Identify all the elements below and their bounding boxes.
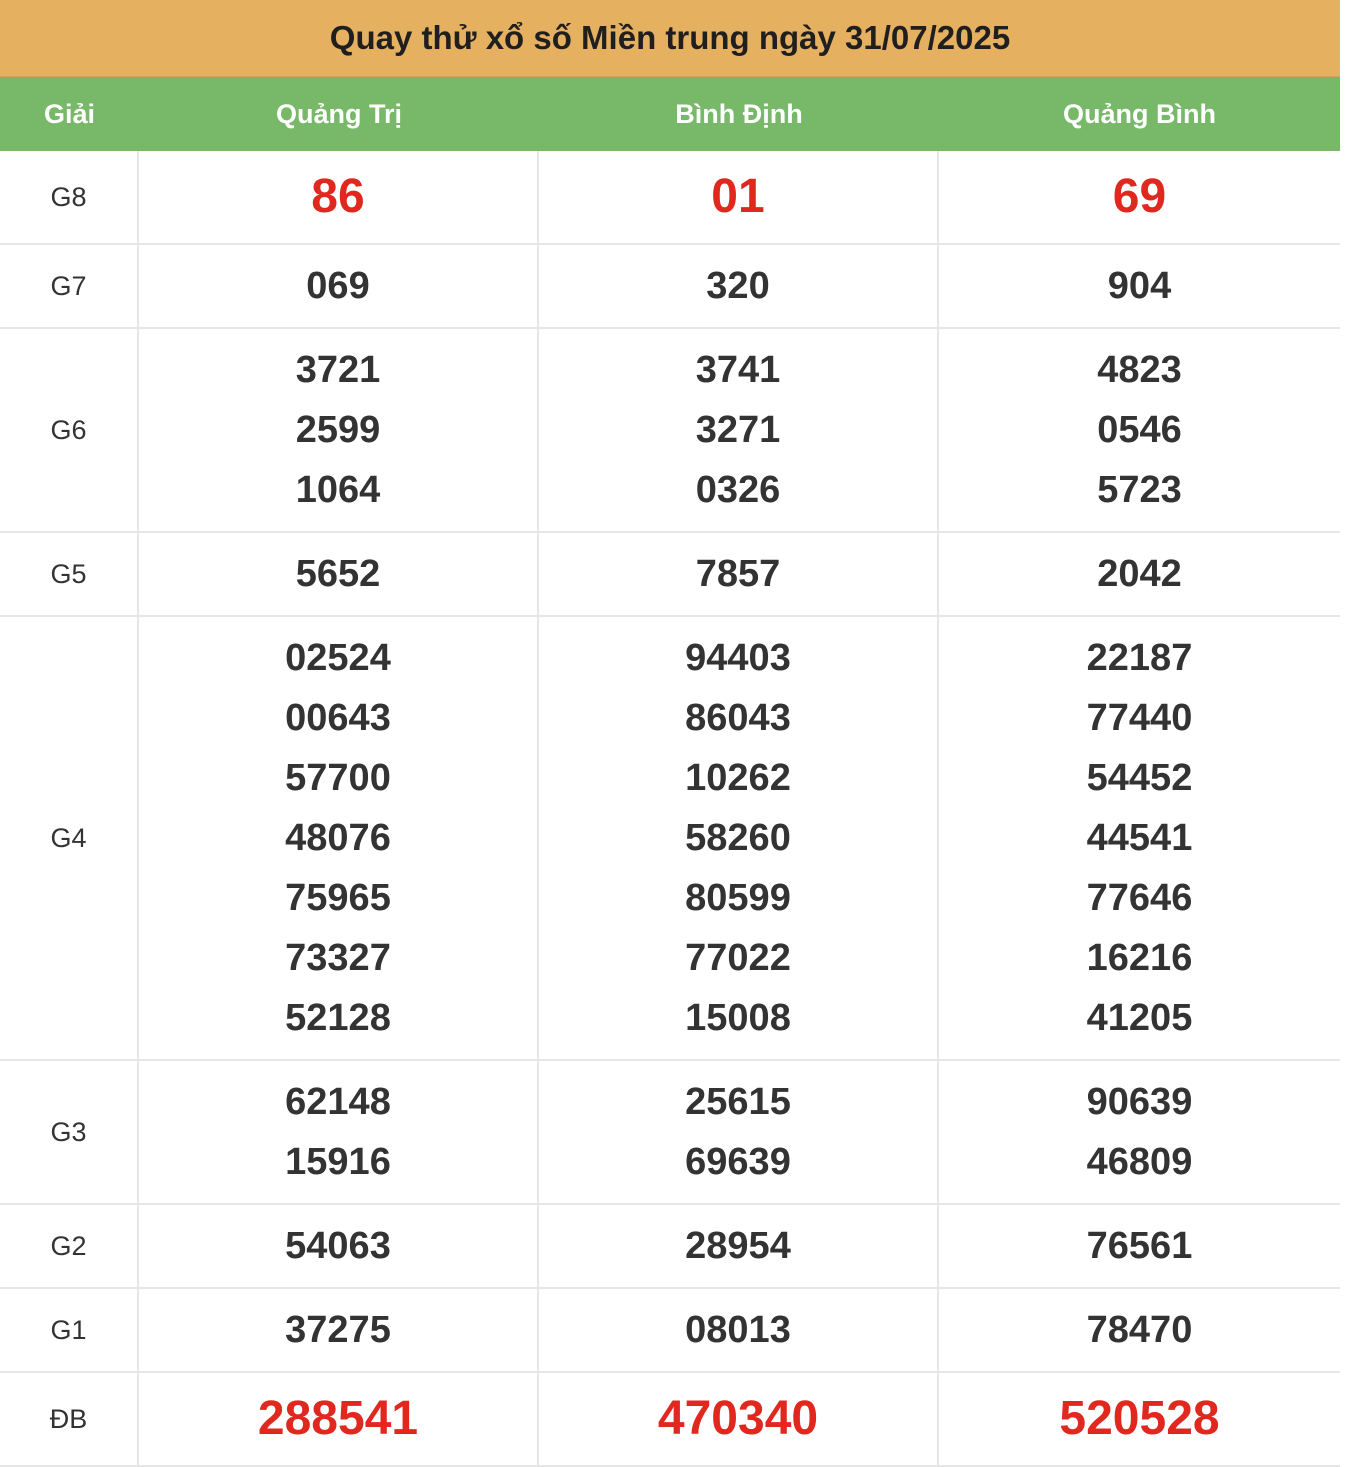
- prize-number: 3741: [695, 349, 781, 391]
- prize-number: 54063: [285, 1225, 391, 1267]
- prize-label-cell: [0, 617, 139, 1059]
- special-prize-number: 470340: [657, 1392, 819, 1445]
- table-row: [0, 617, 1340, 1061]
- prize-number: 320: [706, 265, 770, 307]
- table-header: [0, 77, 1340, 151]
- result-cell: [939, 617, 1340, 1059]
- prize-number: 069: [306, 265, 370, 307]
- result-cell: [139, 533, 539, 615]
- prize-label-cell: [0, 329, 139, 531]
- result-cell: [939, 1205, 1340, 1287]
- table-row: [0, 1373, 1340, 1467]
- result-cell: [139, 245, 539, 327]
- prize-number: 16216: [1086, 937, 1193, 979]
- prize-number: 80599: [685, 877, 791, 919]
- prize-label-cell: [0, 1289, 139, 1371]
- result-cell: [139, 329, 539, 531]
- result-cell: [939, 533, 1340, 615]
- prize-number: 58260: [685, 817, 791, 859]
- table-row: [0, 1061, 1340, 1205]
- page-title: Quay thử xổ số Miền trung ngày 31/07/2025: [0, 0, 1340, 77]
- prize-label: G8: [50, 181, 87, 212]
- prize-label: G4: [50, 822, 87, 853]
- prize-label-cell: [0, 1205, 139, 1287]
- prize-number: 77646: [1086, 877, 1193, 919]
- prize-number: 44541: [1086, 817, 1193, 859]
- table-row: [0, 1205, 1340, 1289]
- result-cell: [139, 1289, 539, 1371]
- special-prize-number: 520528: [1059, 1392, 1220, 1445]
- result-cell: [939, 1061, 1340, 1203]
- result-cell: [139, 151, 539, 243]
- prize-label: G3: [50, 1116, 87, 1147]
- prize-number: 0326: [695, 469, 781, 511]
- prize-number: 2599: [295, 409, 381, 451]
- prize-number: 08013: [685, 1309, 791, 1351]
- result-cell: [939, 1373, 1340, 1465]
- prize-number: 77022: [685, 937, 791, 979]
- table-row: [0, 533, 1340, 617]
- prize-number: 00643: [285, 697, 391, 739]
- prize-number: 73327: [285, 937, 391, 979]
- prize-label: G5: [50, 558, 87, 589]
- prize-number: 7857: [695, 553, 781, 595]
- prize-number: 28954: [685, 1225, 791, 1267]
- prize-number: 78470: [1086, 1309, 1193, 1351]
- header-province-quang-tri[interactable]: Quảng Trị: [275, 98, 402, 129]
- prize-number: 15916: [285, 1141, 391, 1183]
- prize-number: 37275: [285, 1309, 391, 1351]
- prize-number: 15008: [685, 997, 791, 1039]
- prize-number: 46809: [1086, 1141, 1193, 1183]
- prize-number: 1064: [295, 469, 381, 511]
- header-giai: Giải: [43, 98, 96, 129]
- special-prize-number: 288541: [257, 1392, 419, 1445]
- prize-number: 54452: [1086, 757, 1193, 799]
- prize-number: 86043: [685, 697, 791, 739]
- prize-number: 52128: [285, 997, 391, 1039]
- prize-label: G1: [50, 1314, 87, 1345]
- prize-number: 3271: [695, 409, 781, 451]
- prize-number: 2042: [1097, 553, 1182, 595]
- table-row: [0, 1289, 1340, 1373]
- table-row: [0, 151, 1340, 245]
- result-cell: [539, 245, 939, 327]
- prize-label: ĐB: [49, 1403, 88, 1434]
- prize-label: G6: [50, 414, 87, 445]
- result-cell: [139, 1205, 539, 1287]
- result-cell: [939, 329, 1340, 531]
- prize-label-cell: [0, 151, 139, 243]
- result-cell: [939, 151, 1340, 243]
- prize-number: 10262: [685, 757, 791, 799]
- prize-number: 86: [311, 170, 365, 223]
- result-cell: [539, 617, 939, 1059]
- prize-label-cell: [0, 1061, 139, 1203]
- result-cell: [139, 617, 539, 1059]
- result-cell: [539, 151, 939, 243]
- result-cell: [539, 329, 939, 531]
- prize-label-cell: [0, 245, 139, 327]
- prize-label-cell: [0, 1373, 139, 1465]
- result-cell: [139, 1373, 539, 1465]
- prize-number: 3721: [295, 349, 381, 391]
- result-cell: [539, 1061, 939, 1203]
- prize-number: 94403: [685, 637, 791, 679]
- result-cell: [139, 1061, 539, 1203]
- prize-label: G7: [50, 270, 87, 301]
- prize-label: G2: [50, 1230, 87, 1261]
- table-row: [0, 245, 1340, 329]
- prize-number: 02524: [285, 637, 391, 679]
- result-cell: [539, 533, 939, 615]
- prize-number: 25615: [685, 1081, 791, 1123]
- prize-number: 57700: [285, 757, 391, 799]
- prize-number: 77440: [1086, 697, 1193, 739]
- header-province-binh-dinh[interactable]: Bình Định: [675, 98, 803, 129]
- prize-number: 01: [711, 170, 765, 223]
- prize-number: 0546: [1097, 409, 1182, 451]
- prize-number: 76561: [1086, 1225, 1193, 1267]
- result-cell: [939, 245, 1340, 327]
- header-province-quang-binh[interactable]: Quảng Bình: [1063, 98, 1216, 129]
- prize-number: 69: [1112, 170, 1167, 223]
- table-body: [0, 151, 1340, 1467]
- prize-number: 4823: [1097, 349, 1182, 391]
- prize-number: 22187: [1086, 637, 1193, 679]
- table-row: [0, 329, 1340, 533]
- result-cell: [539, 1373, 939, 1465]
- prize-number: 62148: [285, 1081, 391, 1123]
- prize-number: 5652: [295, 553, 381, 595]
- prize-number: 48076: [285, 817, 391, 859]
- result-cell: [539, 1205, 939, 1287]
- prize-number: 5723: [1097, 469, 1182, 511]
- result-cell: [539, 1289, 939, 1371]
- prize-number: 90639: [1086, 1081, 1193, 1123]
- prize-label-cell: [0, 533, 139, 615]
- prize-number: 904: [1107, 265, 1172, 307]
- prize-number: 75965: [285, 877, 391, 919]
- prize-number: 41205: [1086, 997, 1193, 1039]
- result-cell: [939, 1289, 1340, 1371]
- prize-number: 69639: [685, 1141, 791, 1183]
